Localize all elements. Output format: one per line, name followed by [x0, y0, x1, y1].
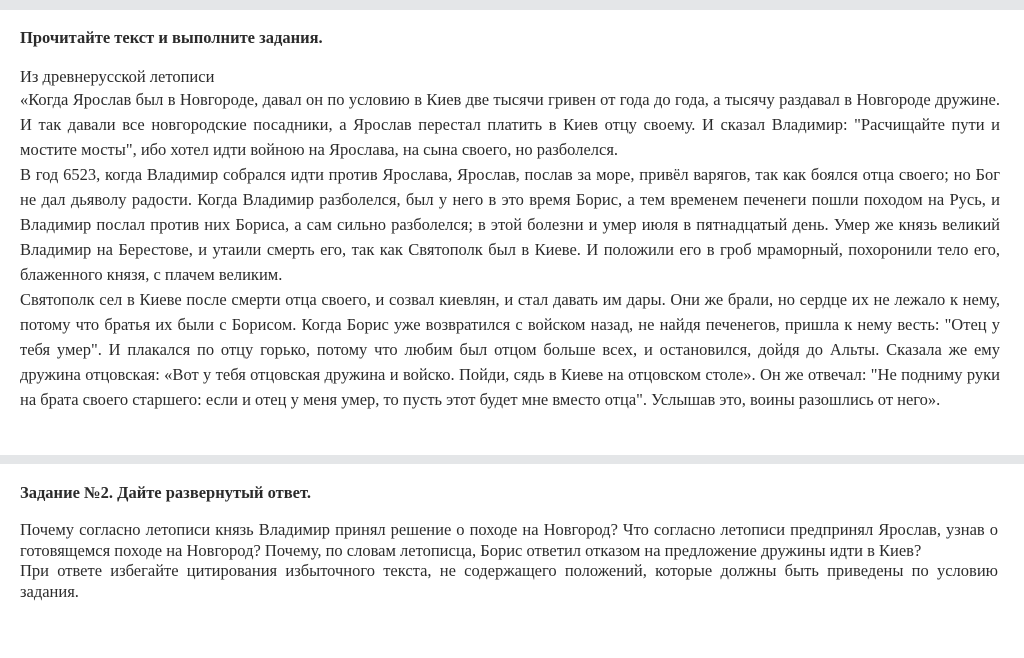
chronicle-paragraph: Святополк сел в Киеве после смерти отца своего, и созвал киевлян, и стал давать им дары. Они же брали, но сердце их не лежало к нему, потому что братья их были с Борисом. Когда Борис уже возвратился с войском назад, не найдя печенегов, пришла к нему весть: "Отец у тебя умер". И плакался по отцу горько, потому что любим был отцом больше всех, и остановился, дойдя до Альты. Сказала же ему дружина отцовская: «Вот у тебя отцовская дружина и войско. Пойди, сядь в Киеве на отцовском столе». Он же отвечал: "Не подниму руки на брата своего старшего: если и отец у меня умер, то пусть этот будет мне вместо отца". Услышав это, воины разошлись от него».: [20, 290, 1000, 409]
task-question: Почему согласно летописи князь Владимир принял решение о походе на Новгород? Что согласно летописи предпринял Ярослав, узнав о готовящемся походе на Новгород? Почему, по словам летописца, Борис ответил отказом на предложение дружины идти в Киев?: [20, 520, 998, 560]
chronicle-paragraph: «Когда Ярослав был в Новгороде, давал он по условию в Киев две тысячи гривен от года до года, а тысячу раздавал в Новгороде дружине. И так давали все новгородские посадники, а Ярослав перестал платить в Киев отцу своему. И сказал Владимир: "Расчищайте пути и мостите мосты", ибо хотел идти войною на Ярослава, на сына своего, но разболелся.: [20, 90, 1000, 159]
task-body: [20, 520, 998, 602]
task-title: Задание №2. Дайте развернутый ответ.: [20, 483, 311, 502]
task-card: [0, 464, 1024, 658]
reading-card: [0, 10, 1024, 455]
source-title: Из древнерусской летописи: [20, 67, 215, 86]
chronicle-paragraph: В год 6523, когда Владимир собрался идти против Ярослава, Ярослав, послав за море, привёл варягов, так как боялся отца своего; но Бог не дал дьяволу радости. Когда Владимир разболелся, был у него в это время Борис, а тем временем печенеги пошли походом на Русь, и Владимир послал против них Бориса, а сам сильно разболелся; в этой болезни и умер июля в пятнадцатый день. Умер же князь великий Владимир на Берестове, и утаили смерть его, так как Святополк был в Киеве. И положили его в гроб мраморный, похоронили тело его, блаженного князя, с плачем великим.: [20, 165, 1000, 284]
chronicle-text: [20, 87, 1000, 412]
reading-instruction: Прочитайте текст и выполните задания.: [20, 28, 323, 47]
task-note: При ответе избегайте цитирования избыточного текста, не содержащего положений, которые должны быть приведены по условию задания.: [20, 561, 998, 601]
